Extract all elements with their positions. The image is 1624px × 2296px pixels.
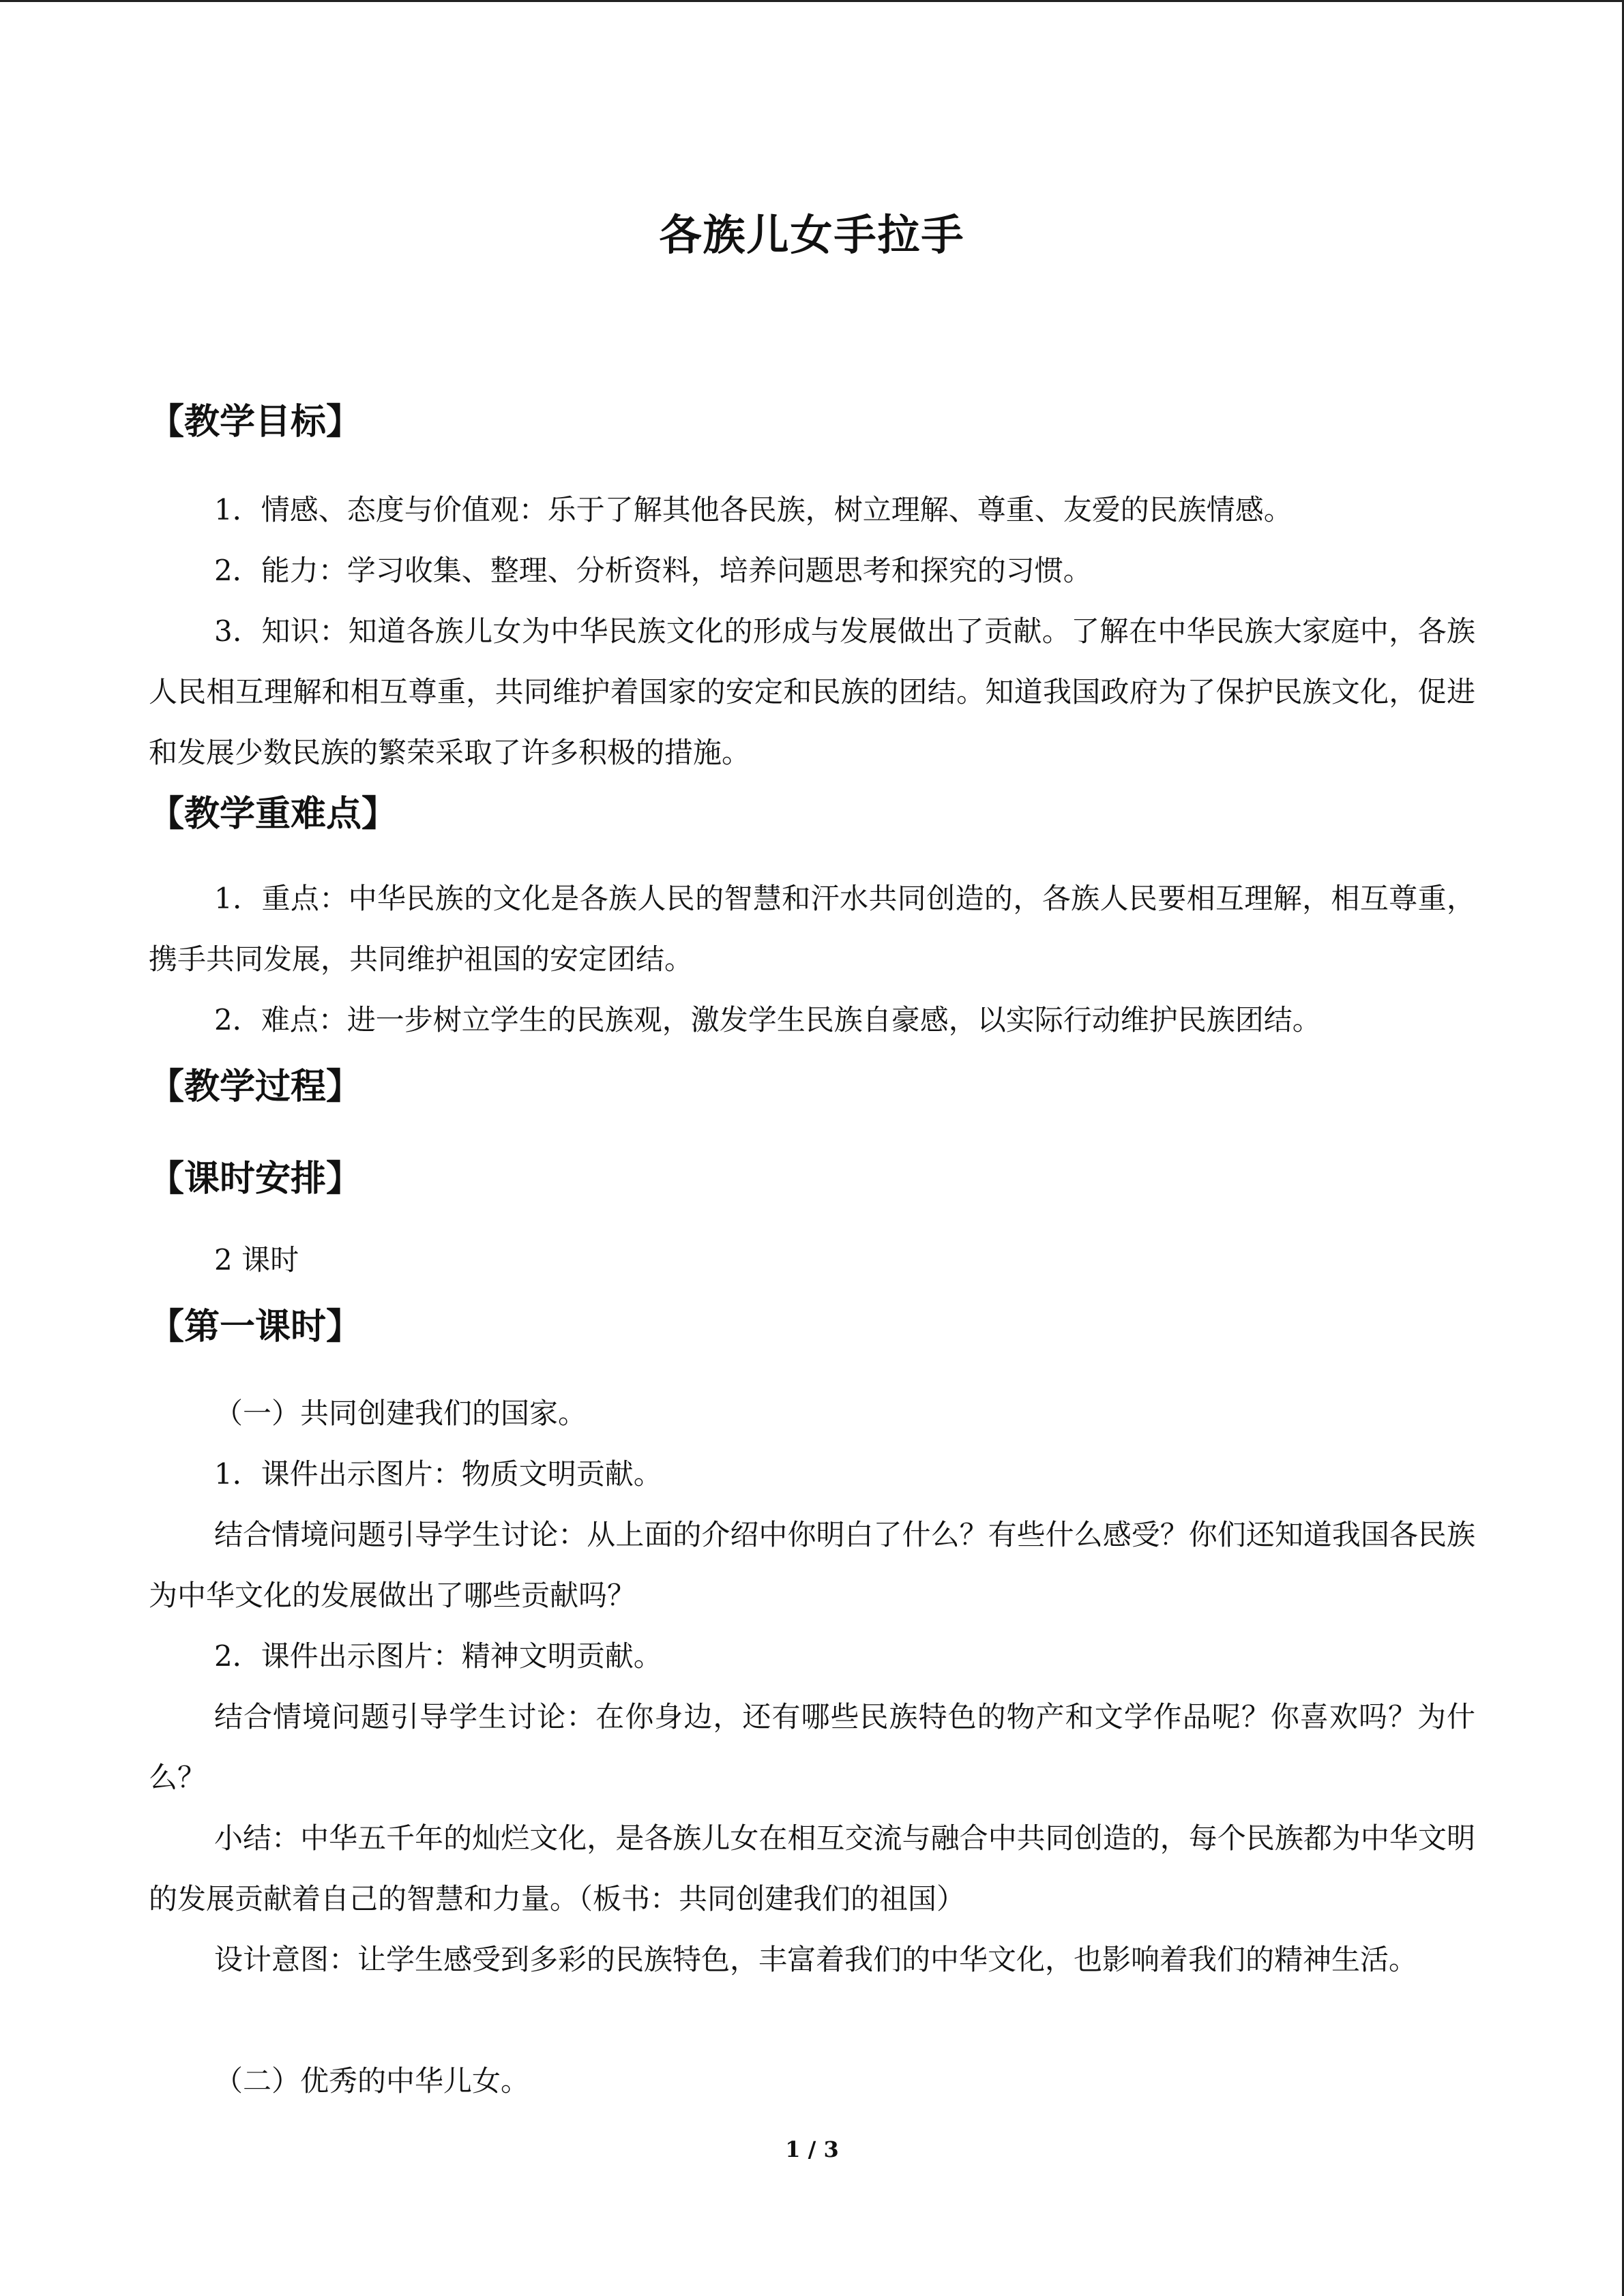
lesson1-discussion-1: 结合情境问题引导学生讨论：从上面的介绍中你明白了什么？有些什么感受？你们还知道我国各民族为中华文化的发展做出了哪些贡献吗？: [149, 1518, 1475, 1612]
heading-teaching-process: 【教学过程】: [149, 1067, 362, 1107]
goals-item-3: 3．知识：知道各族儿女为中华民族文化的形成与发展做出了贡献。了解在中华民族大家庭中，各族人民相互理解和相互尊重，共同维护着国家的安定和民族的团结。知道我国政府为了保护民族文化，促进和发展少数民族的繁荣采取了许多积极的措施。: [149, 614, 1475, 769]
goals-item-1: 1．情感、态度与价值观：乐于了解其他各民族，树立理解、尊重、友爱的民族情感。: [214, 493, 1293, 526]
keypoints-item-2: 2．难点：进一步树立学生的民族观，激发学生民族自豪感，以实际行动维护民族团结。: [214, 1003, 1321, 1037]
schedule-text: 2 课时: [214, 1243, 299, 1277]
lesson1-part-2: （二）优秀的中华儿女。: [214, 2064, 530, 2098]
lesson1-part-1: （一）共同创建我们的国家。: [214, 1397, 587, 1430]
lesson1-discussion-2: 结合情境问题引导学生讨论：在你身边，还有哪些民族特色的物产和文学作品呢？你喜欢吗？为什么？: [149, 1700, 1475, 1794]
page-number: 1 / 3: [785, 2136, 839, 2162]
document-title: 各族儿女手拉手: [659, 210, 965, 260]
keypoints-item-1: 1．重点：中华民族的文化是各族人民的智慧和汗水共同创造的，各族人民要相互理解，相互尊重，携手共同发展，共同维护祖国的安定团结。: [149, 882, 1475, 976]
heading-class-schedule: 【课时安排】: [149, 1159, 362, 1199]
goals-item-2: 2．能力：学习收集、整理、分析资料，培养问题思考和探究的习惯。: [214, 554, 1092, 587]
lesson1-summary: 小结：中华五千年的灿烂文化，是各族儿女在相互交流与融合中共同创造的，每个民族都为中华文明的发展贡献着自己的智慧和力量。（板书：共同创建我们的祖国）: [149, 1821, 1475, 1915]
lesson1-item-2: 2．课件出示图片：精神文明贡献。: [214, 1639, 662, 1673]
heading-first-lesson: 【第一课时】: [149, 1307, 362, 1347]
lesson1-design-intent: 设计意图：让学生感受到多彩的民族特色，丰富着我们的中华文化，也影响着我们的精神生活。: [214, 1943, 1418, 1976]
lesson1-item-1: 1．课件出示图片：物质文明贡献。: [214, 1457, 662, 1491]
heading-teaching-goals: 【教学目标】: [149, 402, 362, 443]
heading-key-difficult-points: 【教学重难点】: [149, 794, 398, 835]
